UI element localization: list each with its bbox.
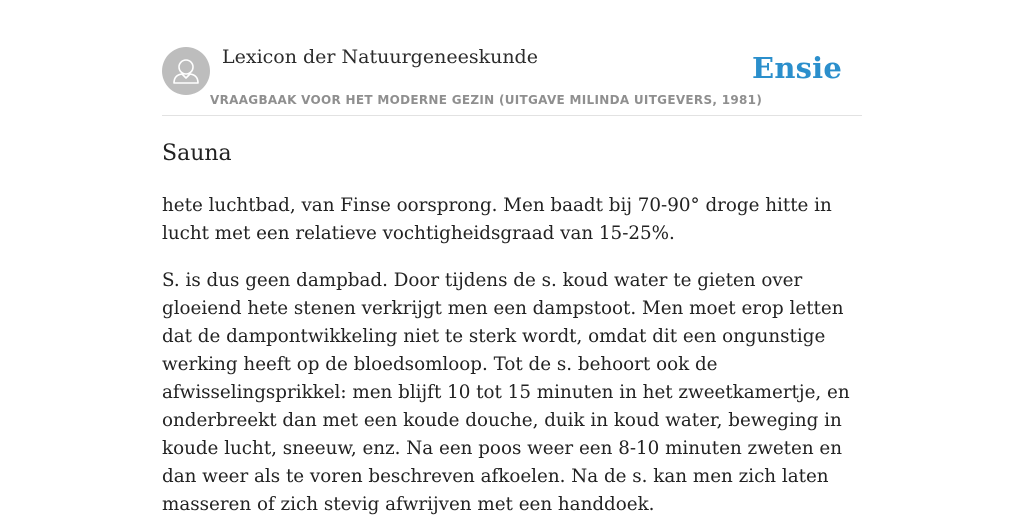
source-header: [162, 0, 862, 116]
source-title-link[interactable]: Lexicon der Natuurgeneeskunde: [222, 46, 538, 68]
entry-title: Sauna: [162, 141, 232, 166]
source-subtitle: VRAAGBAAK VOOR HET MODERNE GEZIN (UITGAVE MILINDA UITGEVERS, 1981): [210, 93, 763, 107]
entry-page: [162, 0, 862, 515]
user-icon: [162, 47, 210, 95]
entry-paragraph: hete luchtbad, van Finse oorsprong. Men baadt bij 70-90° droge hitte in lucht met een relatieve vochtigheidsgraad van 15-25%.: [162, 195, 832, 244]
entry-paragraph: S. is dus geen dampbad. Door tijdens de s. koud water te gieten over gloeiend hete stenen verkrijgt men een dampstoot. Men moet erop letten dat de dampontwikkeling niet te sterk wordt, omdat dit een ongunstige werking heeft op de bloedsomloop. Tot de s. behoort ook de afwisselingsprikkel: men blijft 10 tot 15 minuten in het zweetkamertje, en onderbreekt dan met een koude douche, duik in koud water, beweging in koude lucht, sneeuw, enz. Na een poos weer een 8-10 minuten zweten en dan weer als te voren beschreven afkoelen. Na de s. kan men zich laten masseren of zich stevig afwrijven met een handdoek.: [162, 270, 850, 515]
ensie-logo[interactable]: Ensie: [752, 51, 842, 85]
source-avatar[interactable]: [162, 47, 210, 95]
